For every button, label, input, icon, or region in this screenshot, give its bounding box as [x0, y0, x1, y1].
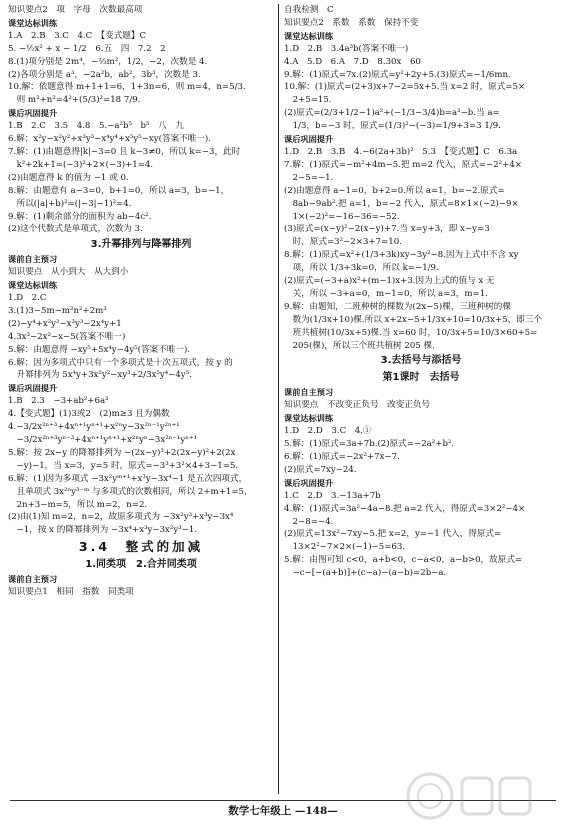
answer-line: 4.−3/2x²ⁿ⁺³+4xⁿ⁺¹yⁿ⁺¹+x²ⁿy−3x²ⁿ⁻¹y²ⁿ⁺¹ [8, 422, 180, 433]
answer-line: 6.解：因为多项式中只有一个多项式是十次五项式，按 y 的 [8, 357, 233, 368]
answer-line: 1×(−2)²=−16−36=−52. [284, 211, 400, 222]
answer-line: 数为(1/3x+10)棵.所以 x+2x−5+1/3x+10=10/3x+5，即三个 [284, 314, 542, 325]
section-heading: 课堂达标训练 [8, 280, 58, 291]
column-divider [278, 4, 279, 794]
answer-line: 8ab−9ab².把 a=1，b=−2 代入，原式=8×1×(−2)−9× [284, 198, 519, 209]
answer-line: 8.解：由题意有 a−3=0，b+1=0，所以 a=3，b=−1， [8, 185, 230, 196]
answer-line: 1.B 2.C 3.5 4.8 5.−a²b⁵ b⁵ 八 九 [8, 121, 184, 132]
subsection-title: 3.升幂排列与降幂排列 [90, 239, 192, 251]
answer-line: 5.解：按 2x−y 的降幂排列为 −(2x−y)³+2(2x−y)²+2(2x [8, 447, 236, 458]
section-heading: 课后巩固提升 [284, 477, 334, 488]
answer-line: 1.D 2.B 3.B 4.−6(2a+3b)² 5.3 【变式题】C 6.3a [284, 146, 518, 157]
answer-line: 13×2²−7×2×(−1)−5=63. [284, 542, 406, 553]
answer-line: 1.C 2.D 3.−13a+7b [284, 490, 381, 501]
subsection-title: 1.同类项 2.合并同类项 [85, 559, 197, 571]
answer-line: (2)原式=(2/3+1/2−1)a²+(−1/3−3/4)b=a²−b.当 a= [284, 108, 500, 119]
subsection-title: 第1课时 去括号 [382, 372, 460, 384]
answer-line: 4.3x³−2x²−x−5(答案不唯一) [8, 331, 126, 342]
answer-line: 2n+3−m=5，所以 m=2，n=2. [8, 499, 148, 510]
answer-line: 5.解：由题意得 −xy⁵+5x⁴y−4y⁵(答案不唯一). [8, 344, 191, 355]
answer-line: 8.解：(1)原式=x²+(1/3+3k)xy−3y²−8.因为上式中不含 xy [284, 250, 519, 261]
answer-line: 4.A 5.D 6.A 7.D 8.30x 60 [284, 56, 421, 67]
answer-line: 所以(|a|+b)²=(|−3|−1)²=4. [8, 198, 132, 209]
answer-line: (2)这个代数式是单项式，次数为 3. [8, 224, 143, 235]
answer-line: 关，所以 −3+a=0，m−1=0，所以 a=3，m=1. [284, 288, 488, 299]
answer-line: 9.解：(1)原式=7x.(2)原式=y²+2y+5.(3)原式=−1/6mn. [284, 69, 511, 80]
answer-line: 1.B 2.3 −3+ab²+6a² [8, 396, 109, 407]
answer-line: −c−[−(a+b)]+(c−a)−(a−b)=2b−a. [284, 568, 447, 579]
answer-line: −y)−1，当 x=3，y=5 时，原式=−3³+3²×4+3−1=5. [8, 460, 239, 471]
section-heading: 课后巩固提升 [284, 134, 334, 145]
page-footer: 数学七年级上 —148— [228, 805, 338, 817]
answer-line: 升幂排列为 5x⁴y+3x²y²−xy³+2/3x⁵y⁴−4y⁵. [8, 370, 192, 381]
answer-line: 9.解：(1)剩余部分的面积为 ab−4c². [8, 211, 152, 222]
answer-line: 则 m²+n²=4²+(5/3)²=18 7/9. [8, 95, 141, 106]
answer-line: 自我检测 C [284, 5, 334, 15]
answer-line: 6.解：x²y−x²y²+x³y³−x⁴y⁴+x⁵y⁵−xy(答案不唯一). [8, 134, 212, 145]
answer-line: 5. −½x² + x − 1/2 6.五 四 7.2 2 [8, 43, 166, 54]
answer-line: 205(棵)，所以三个班共植树 205 棵. [284, 340, 435, 351]
answer-line: (2)由题意得 a−1=0，b+2=0.所以 a=1，b=−2.原式= [284, 185, 505, 196]
answer-line: 班共植树(10/3x+5)棵.当 x=60 时，10/3x+5=10/3×60+5= [284, 327, 538, 338]
answer-line: −1，按 x 的降幂排列为 −3x⁴+x³y−3x²y³−1. [8, 525, 198, 536]
answer-line: 3.(1)3−5m−m²n²+2m³ [8, 305, 107, 316]
answer-line: 9.解：由题知，二班种树的棵数为(2x−5)棵，三班种树的棵 [284, 301, 511, 312]
section-heading: 课堂达标训练 [284, 413, 334, 424]
answer-line: 1/3，b=−3 时，原式=(1/3)²−(−3)=1/9+3=3 1/9. [284, 121, 501, 132]
answer-line: (3)原式=(x−y)²−2(x−y)+7.当 x=y+3，即 x−y=3 [284, 224, 490, 235]
section-heading: 课前自主预习 [284, 387, 334, 398]
answer-line: 7.解：(1)由题意得|k|−3=0 且 k−3≠0，所以 k=−3，此时 [8, 146, 241, 157]
answer-line: 知识要点2 系数 系数 保持不变 [284, 17, 419, 28]
answer-line: 知识要点 从小到大 从大到小 [8, 267, 129, 278]
answer-line: k²+2k+1=(−3)²+2×(−3)+1=4. [8, 159, 154, 170]
answer-line: (2)原式=13x²−7xy−5.把 x=2，y=−1 代入，得原式= [284, 529, 502, 540]
answer-line: 2+5=15. [284, 95, 332, 106]
answer-line: 6.解：(1)因为多项式 −3x²yᵐ⁺¹+x³y−3x⁴−1 是五次四项式， [8, 473, 248, 484]
answer-line: 2−5=−1. [284, 172, 334, 183]
answer-line: 5.解：(1)原式=3a+7b.(2)原式=−2a²+b². [284, 439, 455, 450]
section-heading: 课前自主预习 [8, 254, 58, 265]
answer-line: 1.D 2.C [8, 293, 47, 304]
answer-line: 5.解：由图可知 c<0，a+b<0，c−a<0，a−b>0，故原式= [284, 555, 523, 566]
right-column [284, 4, 558, 580]
answer-line: 8.(1)项分别是 2m⁴，−⅔m²，1/2，−2，次数是 4. [8, 56, 208, 67]
left-column [8, 4, 274, 599]
section-heading: 课后巩固提升 [8, 108, 58, 119]
answer-line: 项，所以 1/3+3k=0，所以 k=−1/9. [284, 263, 439, 274]
section-heading: 课堂达标训练 [284, 30, 334, 41]
answer-line: 1.D 2.B 3.4a³b(答案不唯一) [284, 43, 409, 54]
answer-line: (2)−y⁴+x²y²−x³y³−2x⁴y+1 [8, 318, 122, 329]
watermark-stamp-icon [400, 768, 550, 830]
answer-line: 6.解：(1)原式=−2x²+7x−7. [284, 452, 400, 462]
section-heading: 课前自主预习 [8, 574, 58, 585]
answer-line: (2)各项分别是 a³，−2a²b，ab²，3b³，次数是 3. [8, 69, 201, 80]
answer-line: (2)原式=7xy−24. [284, 464, 357, 475]
answer-line: (2)由(1)知 m=2，n=2，故原多项式为 −3x²y³+x³y−3x⁴ [8, 512, 234, 523]
answer-line: 2−8=−4. [284, 516, 334, 527]
answer-line: 知识要点1 相同 指数 同类项 [8, 587, 134, 598]
answer-line: 10.解：依题意得 m+1+1=6，1+3n=6，则 m=4，n=5/3. [8, 82, 246, 93]
chapter-title: 3.4 整式的加减 [78, 539, 204, 555]
answer-line: 4.【变式题】(1)3或2 (2)m≥3 且为偶数 [8, 409, 170, 420]
answer-line: 且单项式 3x²ⁿy³⁻ᵐ 与多项式的次数相同，所以 2+m+1=5， [8, 486, 253, 497]
answer-line: 4.解：(1)原式=3a²−4a−8.把 a=2 代入，得原式=3×2²−4× [284, 503, 526, 514]
answer-line: 时，原式=3²−2×3+7=10. [284, 237, 402, 248]
answer-line: (2)原式=(−3+a)x²+(m−1)x+3.因为上式的值与 x 无 [284, 276, 495, 287]
section-heading: 课后巩固提升 [8, 383, 58, 394]
answer-line: 1.A 2.B 3.C 4.C 【变式题】C [8, 30, 147, 41]
answer-line: 1.D 2.D 3.C 4.① [284, 426, 372, 437]
answer-line: 10.解：(1)原式=(2+3)x+7−2=5x+5.当 x=2 时，原式=5× [284, 82, 526, 93]
answer-line: −3/2x²ⁿ⁺³yⁿ⁻³+4xⁿ⁺¹yⁿ⁺¹+x²ⁿyⁿ−3x²ⁿ⁻¹yⁿ⁺¹ [8, 435, 197, 445]
answer-line: (2)由题意得 k 的值为 −1 或 0. [8, 172, 129, 183]
answer-line: 知识要点 不改变正负号 改变正负号 [284, 400, 431, 411]
section-heading: 课堂达标训练 [8, 17, 58, 28]
answer-line: 知识要点2 项 字母 次数最高项 [8, 5, 143, 15]
answer-line: 7.解：(1)原式=−m²+4m−5.把 m=2 代入，原式=−2²+4× [284, 159, 522, 170]
subsection-title: 3.去括号与添括号 [380, 355, 462, 367]
